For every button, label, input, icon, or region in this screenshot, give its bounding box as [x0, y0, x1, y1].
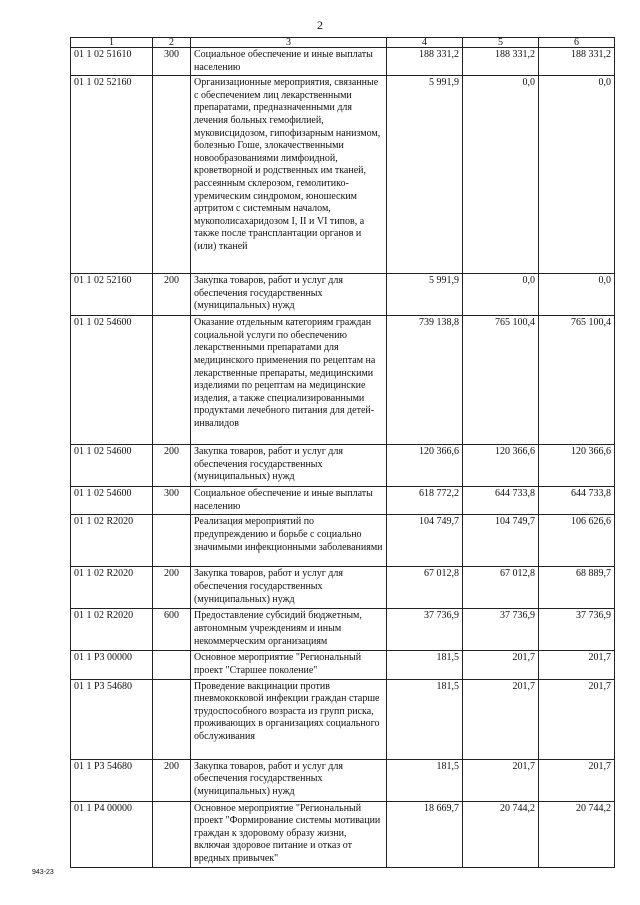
- amount-cell-col6: 106 626,6: [539, 515, 615, 567]
- table-row: [71, 48, 615, 76]
- amount-cell-col4: 120 366,6: [387, 445, 463, 487]
- target-code-cell: 01 1 P3 54680: [71, 679, 153, 759]
- table-row: [71, 801, 615, 867]
- expense-type-cell: 300: [153, 48, 191, 76]
- amount-cell-col6: 201,7: [539, 759, 615, 801]
- description-cell: Закупка товаров, работ и услуг для обеспечения государственных (муниципальных) нужд: [191, 759, 387, 801]
- amount-cell-col4: 181,5: [387, 651, 463, 679]
- target-code-cell: 01 1 02 R2020: [71, 515, 153, 567]
- amount-cell-col5: 20 744,2: [463, 801, 539, 867]
- amount-cell-col6: 0,0: [539, 76, 615, 274]
- description-cell: Реализация мероприятий по предупреждению и борьбе с социально значимыми инфекционными заболеваниями: [191, 515, 387, 567]
- expense-type-cell: [153, 515, 191, 567]
- description-cell: Закупка товаров, работ и услуг для обеспечения государственных (муниципальных) нужд: [191, 567, 387, 609]
- amount-cell-col4: 181,5: [387, 679, 463, 759]
- description-cell: Основное мероприятие "Региональный проект "Формирование системы мотивации граждан к здоровому образу жизни, включая здоровое питание и отказ от вредных привычек": [191, 801, 387, 867]
- amount-cell-col5: 201,7: [463, 679, 539, 759]
- amount-cell-col5: 37 736,9: [463, 609, 539, 651]
- column-header: 5: [463, 38, 539, 48]
- expense-type-cell: 200: [153, 759, 191, 801]
- description-cell: Основное мероприятие "Региональный проект "Старшее поколение": [191, 651, 387, 679]
- table-row: [71, 609, 615, 651]
- target-code-cell: 01 1 02 52160: [71, 76, 153, 274]
- amount-cell-col6: 201,7: [539, 679, 615, 759]
- table-row: [71, 567, 615, 609]
- table-row: [71, 759, 615, 801]
- target-code-cell: 01 1 P3 54680: [71, 759, 153, 801]
- amount-cell-col6: 644 733,8: [539, 487, 615, 515]
- amount-cell-col4: 37 736,9: [387, 609, 463, 651]
- expense-type-cell: 600: [153, 609, 191, 651]
- page-number: 2: [317, 18, 323, 32]
- amount-cell-col4: 181,5: [387, 759, 463, 801]
- target-code-cell: 01 1 02 52160: [71, 274, 153, 316]
- amount-cell-col4: 104 749,7: [387, 515, 463, 567]
- amount-cell-col4: 18 669,7: [387, 801, 463, 867]
- amount-cell-col6: 68 889,7: [539, 567, 615, 609]
- description-cell: Социальное обеспечение и иные выплаты населению: [191, 487, 387, 515]
- amount-cell-col6: 201,7: [539, 651, 615, 679]
- target-code-cell: 01 1 02 54600: [71, 445, 153, 487]
- amount-cell-col5: 104 749,7: [463, 515, 539, 567]
- target-code-cell: 01 1 02 54600: [71, 316, 153, 445]
- table-row: [71, 679, 615, 759]
- table-row: [71, 274, 615, 316]
- expense-type-cell: 300: [153, 487, 191, 515]
- amount-cell-col4: 67 012,8: [387, 567, 463, 609]
- column-number-row: [71, 38, 615, 48]
- target-code-cell: 01 1 P4 00000: [71, 801, 153, 867]
- amount-cell-col6: 20 744,2: [539, 801, 615, 867]
- amount-cell-col6: 188 331,2: [539, 48, 615, 76]
- target-code-cell: 01 1 02 54600: [71, 487, 153, 515]
- target-code-cell: 01 1 P3 00000: [71, 651, 153, 679]
- description-cell: Оказание отдельным категориям граждан социальной услуги по обеспечению лекарственными препаратами для медицинского применения по рецептам на лекарственные препараты, медицинскими изделиями по рецептам на медицинские изделия, а также специализированными продуктами лечебного питания для детей-инвалидов: [191, 316, 387, 445]
- amount-cell-col6: 120 366,6: [539, 445, 615, 487]
- amount-cell-col6: 765 100,4: [539, 316, 615, 445]
- table-row: [71, 515, 615, 567]
- expense-type-cell: 200: [153, 445, 191, 487]
- target-code-cell: 01 1 02 R2020: [71, 567, 153, 609]
- amount-cell-col4: 739 138,8: [387, 316, 463, 445]
- amount-cell-col5: 120 366,6: [463, 445, 539, 487]
- target-code-cell: 01 1 02 R2020: [71, 609, 153, 651]
- table-row: [71, 316, 615, 445]
- expense-type-cell: 200: [153, 274, 191, 316]
- document-footer-code: 943-23: [32, 869, 54, 876]
- description-cell: Закупка товаров, работ и услуг для обеспечения государственных (муниципальных) нужд: [191, 274, 387, 316]
- amount-cell-col5: 201,7: [463, 651, 539, 679]
- table-row: [71, 76, 615, 274]
- table-row: [71, 487, 615, 515]
- table-row: [71, 445, 615, 487]
- amount-cell-col6: 0,0: [539, 274, 615, 316]
- description-cell: Социальное обеспечение и иные выплаты населению: [191, 48, 387, 76]
- column-header: 6: [539, 38, 615, 48]
- expense-type-cell: [153, 316, 191, 445]
- expense-type-cell: [153, 801, 191, 867]
- amount-cell-col5: 67 012,8: [463, 567, 539, 609]
- description-cell: Закупка товаров, работ и услуг для обеспечения государственных (муниципальных) нужд: [191, 445, 387, 487]
- amount-cell-col5: 201,7: [463, 759, 539, 801]
- description-cell: Проведение вакцинации против пневмококковой инфекции граждан старше трудоспособного возраста из групп риска, проживающих в организациях социального обслуживания: [191, 679, 387, 759]
- amount-cell-col5: 644 733,8: [463, 487, 539, 515]
- description-cell: Предоставление субсидий бюджетным, автономным учреждениям и иным некоммерческим организациям: [191, 609, 387, 651]
- column-header: 3: [191, 38, 387, 48]
- amount-cell-col5: 0,0: [463, 274, 539, 316]
- amount-cell-col6: 37 736,9: [539, 609, 615, 651]
- amount-cell-col5: 0,0: [463, 76, 539, 274]
- amount-cell-col4: 5 991,9: [387, 274, 463, 316]
- amount-cell-col5: 188 331,2: [463, 48, 539, 76]
- expense-type-cell: [153, 651, 191, 679]
- expense-type-cell: [153, 679, 191, 759]
- amount-cell-col4: 188 331,2: [387, 48, 463, 76]
- table-row: [71, 651, 615, 679]
- target-code-cell: 01 1 02 51610: [71, 48, 153, 76]
- amount-cell-col4: 618 772,2: [387, 487, 463, 515]
- budget-table: [70, 37, 615, 868]
- expense-type-cell: 200: [153, 567, 191, 609]
- expense-type-cell: [153, 76, 191, 274]
- amount-cell-col5: 765 100,4: [463, 316, 539, 445]
- description-cell: Организационные мероприятия, связанные с обеспечением лиц лекарственными препаратами, предназначенными для лечения больных гемофилией, муковисцидозом, гипофизарным нанизмом, болезнью Гоше, злокачественными новообразованиями лимфоидной, кроветворной и родственных им тканей, рассеянным склерозом, гемолитико-уремическим синдромом, юношеским артритом с системным началом, мукополисахаридозом I, II и VI типов, а также после трансплантации органов и (или) тканей: [191, 76, 387, 274]
- column-header: 2: [153, 38, 191, 48]
- amount-cell-col4: 5 991,9: [387, 76, 463, 274]
- column-header: 4: [387, 38, 463, 48]
- column-header: 1: [71, 38, 153, 48]
